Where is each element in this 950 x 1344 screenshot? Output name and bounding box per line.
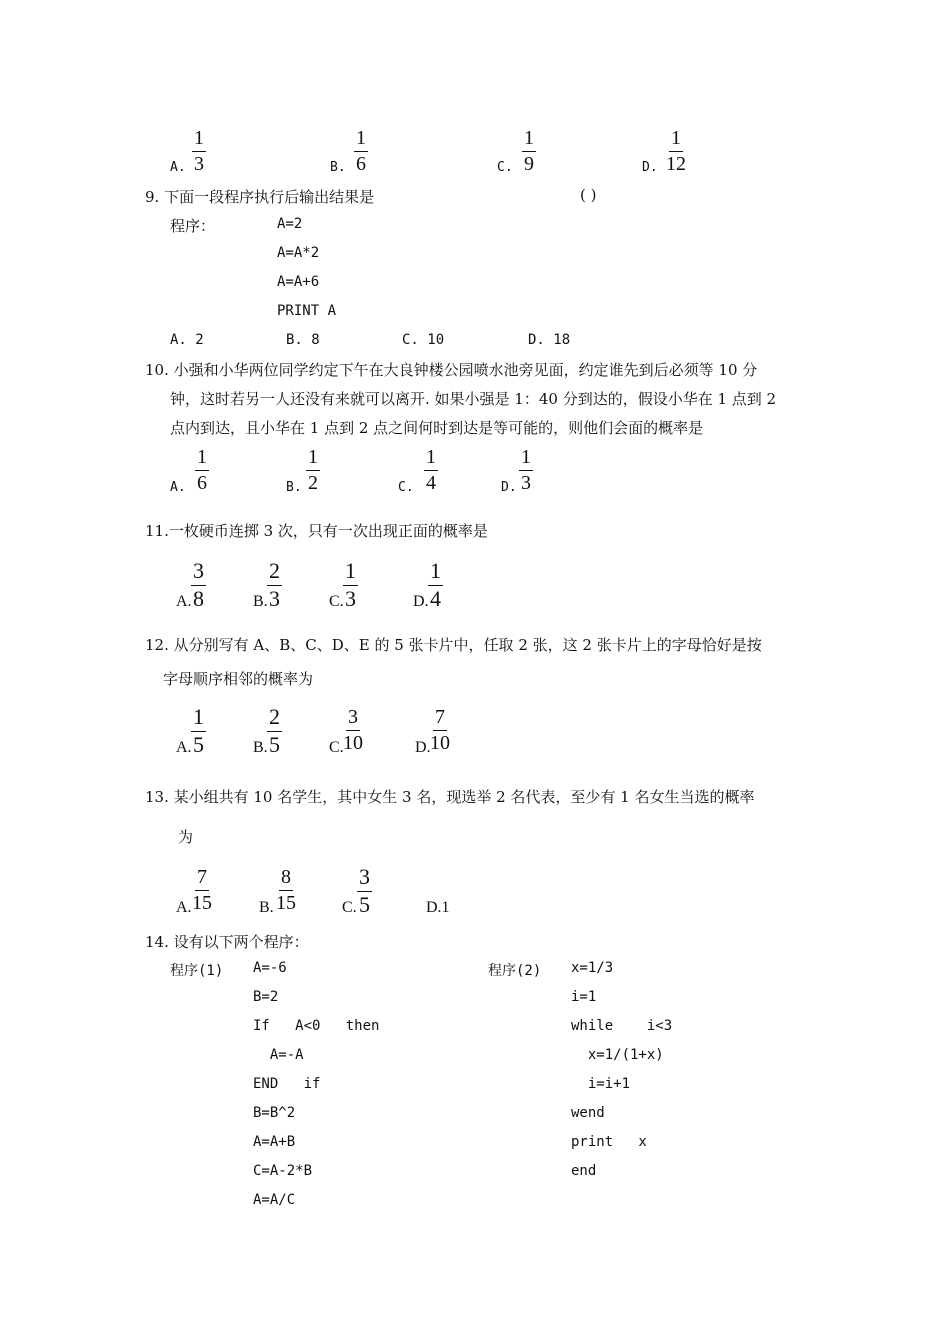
q10-option-a-label: A. (170, 480, 186, 495)
denominator: 5 (193, 732, 204, 757)
q14-program-2-label: 程序(2) (488, 963, 542, 979)
q14-program-1-code-line: C=A-2*B (253, 1163, 313, 1179)
numerator: 1 (522, 128, 536, 152)
denominator: 9 (524, 153, 534, 175)
q14-program-2-code-line: wend (571, 1105, 605, 1121)
q10-option-d-label: D. (501, 480, 517, 495)
q11-stem: 11.一枚硬币连掷 3 次，只有一次出现正面的概率是 (145, 522, 488, 540)
q12-option-d-fraction (430, 707, 450, 753)
denominator: 3 (345, 586, 356, 611)
numerator: 1 (519, 447, 533, 471)
q8-option-b-fraction (354, 128, 368, 174)
q14-program-2-code-line: end (571, 1163, 597, 1179)
q14-program-1-code-line: A=-6 (253, 960, 287, 976)
q8-option-c-fraction (522, 128, 536, 174)
q11-option-a-label: A. (176, 593, 192, 610)
q9-code-line: A=A*2 (277, 245, 320, 261)
q13-option-a-label: A. (176, 899, 192, 916)
denominator: 2 (308, 472, 318, 494)
numerator: 3 (191, 560, 206, 586)
q11-option-d-fraction (428, 560, 443, 610)
numerator: 1 (195, 447, 209, 471)
denominator: 6 (356, 153, 366, 175)
numerator: 2 (267, 706, 282, 732)
q8-option-d-fraction (666, 128, 686, 174)
q12-stem-line-2: 字母顺序相邻的概率为 (163, 670, 314, 688)
denominator: 3 (194, 153, 204, 175)
numerator: 1 (354, 128, 368, 152)
q10-option-b-label: B. (286, 480, 302, 495)
q14-program-2-code-line: x=1/(1+x) (571, 1047, 664, 1063)
q8-option-a-label: A. (170, 160, 186, 175)
numerator: 1 (306, 447, 320, 471)
q10-stem-line-1: 10. 小强和小华两位同学约定下午在大良钟楼公园喷水池旁见面，约定谁先到后必须等 10 分 (145, 361, 758, 379)
q9-code-line: PRINT A (277, 303, 337, 319)
q14-program-2-code-line: print x (571, 1134, 647, 1150)
denominator: 15 (192, 892, 212, 914)
numerator: 1 (424, 447, 438, 471)
q14-program-2-code-line: while i<3 (571, 1018, 673, 1034)
q14-program-1-code-line: If A<0 then (253, 1018, 380, 1034)
q11-option-b-fraction (267, 560, 282, 610)
q14-program-1-code-line: END if (253, 1076, 321, 1092)
numerator: 1 (428, 560, 443, 586)
q12-option-b-fraction (267, 706, 282, 756)
q9-code-line: A=A+6 (277, 274, 320, 290)
q13-option-d: D.1 (426, 899, 450, 916)
q9-option-d: D. 18 (528, 332, 571, 348)
denominator: 5 (269, 732, 280, 757)
q14-program-2-code-line: i=1 (571, 989, 597, 1005)
q9-option-b: B. 8 (286, 332, 320, 348)
numerator: 1 (191, 706, 206, 732)
numerator: 8 (279, 867, 293, 891)
q10-option-c-fraction (424, 447, 438, 493)
q13-stem-line-2: 为 (178, 828, 194, 846)
q14-program-2-code-line: i=i+1 (571, 1076, 631, 1092)
denominator: 5 (359, 892, 370, 917)
q14-program-1-code-line: A=A+B (253, 1134, 296, 1150)
denominator: 8 (193, 586, 204, 611)
q14-program-1-code-line: B=2 (253, 989, 279, 1005)
q8-option-c-label: C. (497, 160, 513, 175)
q13-option-a-fraction (192, 867, 212, 913)
q12-option-a-label: A. (176, 739, 192, 756)
q13-option-c-fraction (357, 866, 372, 916)
denominator: 10 (343, 732, 363, 754)
q11-option-c-fraction (343, 560, 358, 610)
q9-option-a: A. 2 (170, 332, 204, 348)
denominator: 3 (521, 472, 531, 494)
denominator: 6 (197, 472, 207, 494)
q13-option-c-label: C. (342, 899, 357, 916)
denominator: 4 (426, 472, 436, 494)
q12-option-c-label: C. (329, 739, 344, 756)
q13-stem-line-1: 13. 某小组共有 10 名学生，其中女生 3 名，现选举 2 名代表，至少有 1 名女生当选的概率 (145, 788, 755, 806)
q12-option-c-fraction (343, 707, 363, 753)
numerator: 3 (357, 866, 372, 892)
denominator: 12 (666, 153, 686, 175)
numerator: 1 (669, 128, 683, 152)
numerator: 2 (267, 560, 282, 586)
q11-option-b-label: B. (253, 593, 268, 610)
q8-option-d-label: D. (642, 160, 658, 175)
q14-program-1-code-line: B=B^2 (253, 1105, 296, 1121)
numerator: 7 (433, 707, 447, 731)
q9-option-c: C. 10 (402, 332, 445, 348)
q14-program-1-label: 程序(1) (170, 963, 224, 979)
q10-stem-line-2: 钟，这时若另一人还没有来就可以离开. 如果小强是 1：40 分到达的，假设小华在 1 点到 2 (170, 390, 777, 408)
q13-option-b-fraction (276, 867, 296, 913)
denominator: 4 (430, 586, 441, 611)
q14-program-1-code-line: A=A/C (253, 1192, 296, 1208)
denominator: 10 (430, 732, 450, 754)
q10-option-b-fraction (306, 447, 320, 493)
numerator: 1 (192, 128, 206, 152)
q9-code-line: A=2 (277, 216, 303, 232)
q13-option-b-label: B. (259, 899, 274, 916)
denominator: 15 (276, 892, 296, 914)
q10-option-d-fraction (519, 447, 533, 493)
q12-option-a-fraction (191, 706, 206, 756)
q14-program-1-code-line: A=-A (253, 1047, 304, 1063)
numerator: 1 (343, 560, 358, 586)
q11-option-c-label: C. (329, 593, 344, 610)
q11-option-a-fraction (191, 560, 206, 610)
q11-option-d-label: D. (413, 593, 429, 610)
q12-option-b-label: B. (253, 739, 268, 756)
q10-stem-line-3: 点内到达，且小华在 1 点到 2 点之间何时到达是等可能的，则他们会面的概率是 (170, 419, 704, 437)
q10-option-c-label: C. (398, 480, 414, 495)
q9-stem: 9. 下面一段程序执行后输出结果是 (145, 188, 375, 206)
numerator: 7 (195, 867, 209, 891)
q8-option-a-fraction (192, 128, 206, 174)
q9-program-label: 程序： (170, 217, 216, 235)
denominator: 3 (269, 586, 280, 611)
q14-stem: 14. 设有以下两个程序： (145, 933, 309, 951)
numerator: 3 (346, 707, 360, 731)
q10-option-a-fraction (195, 447, 209, 493)
q14-program-2-code-line: x=1/3 (571, 960, 614, 976)
q12-stem-line-1: 12. 从分别写有 A、B、C、D、E 的 5 张卡片中，任取 2 张，这 2 张卡片上的字母恰好是按 (145, 636, 762, 654)
q12-option-d-label: D. (415, 739, 431, 756)
q8-option-b-label: B. (330, 160, 346, 175)
q9-answer-paren: ( ) (580, 186, 597, 204)
